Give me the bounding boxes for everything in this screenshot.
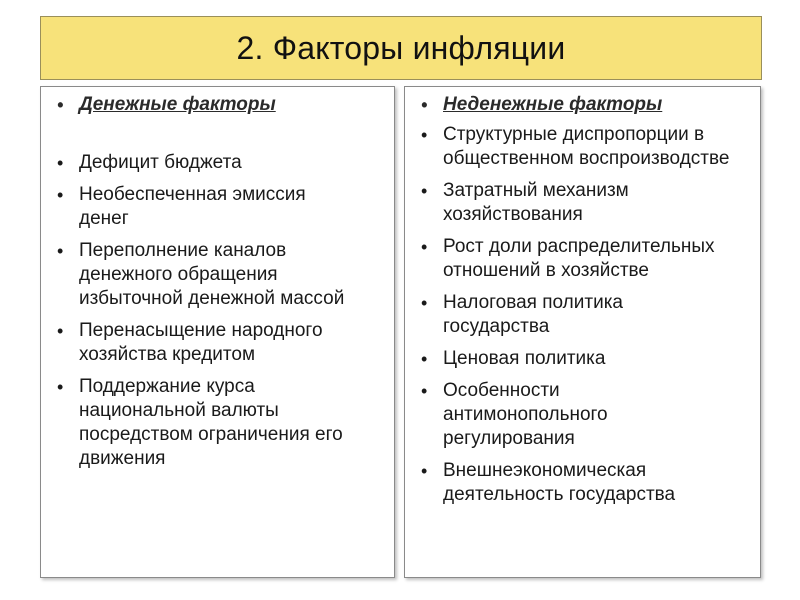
list-item: • Налоговая политика государства: [419, 291, 683, 339]
list-item: • Дефицит бюджета: [55, 151, 384, 175]
list-item: • Переполнение каналов денежного обращения избыточной денежной массой: [55, 239, 359, 311]
non-monetary-factors-heading: • Неденежные факторы: [419, 93, 750, 117]
monetary-factors-list: [41, 87, 394, 471]
non-monetary-factors-list: [405, 87, 760, 507]
title-bar: [40, 16, 762, 80]
list-item: • Внешнеэкономическая деятельность государства: [419, 459, 743, 507]
page-title: 2. Факторы инфляции: [236, 29, 566, 66]
list-item: • Ценовая политика: [419, 347, 750, 371]
list-item: • Поддержание курса национальной валюты посредством ограничения его движения: [55, 375, 369, 471]
list-item: • Рост доли распределительных отношений в хозяйстве: [419, 235, 723, 283]
list-item: • Особенности антимонопольного регулирования: [419, 379, 673, 451]
list-item: • Структурные диспропорции в общественном воспроизводстве: [419, 123, 743, 171]
non-monetary-factors-panel: [404, 86, 761, 578]
monetary-factors-panel: [40, 86, 395, 578]
list-item: • Затратный механизм хозяйствования: [419, 179, 683, 227]
monetary-factors-heading: • Денежные факторы: [55, 93, 384, 117]
list-item: • Перенасыщение народного хозяйства кредитом: [55, 319, 379, 367]
list-item: • Необеспеченная эмиссия денег: [55, 183, 359, 231]
